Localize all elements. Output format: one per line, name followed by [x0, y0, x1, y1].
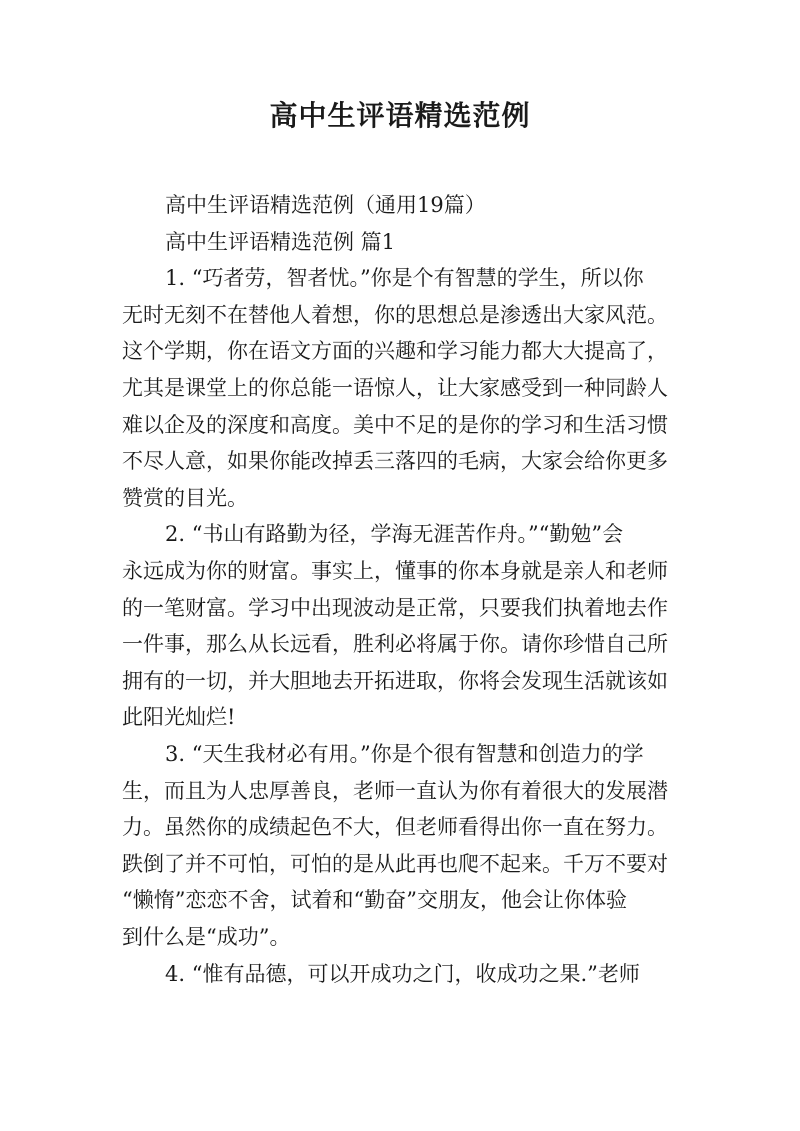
paragraph-line: 的一笔财富。学习中出现波动是正常，只要我们执着地去作	[122, 595, 668, 620]
paragraph-line: 不尽人意，如果你能改掉丢三落四的毛病，大家会给你更多	[122, 449, 668, 474]
paragraph-line: 力。虽然你的成绩起色不大，但老师看得出你一直在努力。	[122, 815, 668, 840]
paragraph-line: “懒惰”恋恋不舍，试着和“勤奋”交朋友，他会让你体验	[122, 888, 627, 913]
paragraph-first-line: 2. “书山有路勤为径，学海无涯苦作舟。”“勤勉”会	[165, 522, 624, 547]
paragraph-line: 赞赏的目光。	[122, 485, 248, 510]
paragraph-first-line: 3. “天生我材必有用。”你是个很有智慧和创造力的学	[165, 742, 644, 766]
paragraph-line: 生，而且为人忠厚善良，老师一直认为你有着很大的发展潜	[122, 778, 668, 803]
paragraph-line: 跌倒了并不可怕，可怕的是从此再也爬不起来。千万不要对	[122, 851, 668, 876]
document-title: 高中生评语精选范例	[269, 99, 531, 132]
paragraph-line: 拥有的一切，并大胆地去开拓进取，你将会发现生活就该如	[122, 668, 668, 693]
paragraph-line: 难以企及的深度和高度。美中不足的是你的学习和生活习惯	[122, 412, 668, 437]
paragraph-line: 一件事，那么从长远看，胜利必将属于你。请你珍惜自己所	[122, 632, 668, 657]
paragraph-line: 永远成为你的财富。事实上，懂事的你本身就是亲人和老师	[122, 559, 668, 583]
paragraph-line: 这个学期，你在语文方面的兴趣和学习能力都大大提高了，	[122, 339, 668, 364]
paragraph-line: 尤其是课堂上的你总能一语惊人，让大家感受到一种同龄人	[122, 376, 668, 400]
paragraph-first-line: 高中生评语精选范例（通用19篇）	[165, 193, 486, 217]
paragraph-line: 无时无刻不在替他人着想，你的思想总是渗透出大家风范。	[122, 302, 668, 327]
paragraph-line: 此阳光灿烂!	[122, 705, 236, 730]
paragraph-first-line: 1. “巧者劳，智者忧。”你是个有智慧的学生，所以你	[165, 266, 644, 291]
paragraph-first-line: 高中生评语精选范例 篇1	[165, 229, 396, 254]
paragraph-first-line: 4. “惟有品德，可以开成功之门，收成功之果.”老师	[165, 961, 640, 986]
paragraph-line: 到什么是“成功”。	[122, 925, 291, 949]
